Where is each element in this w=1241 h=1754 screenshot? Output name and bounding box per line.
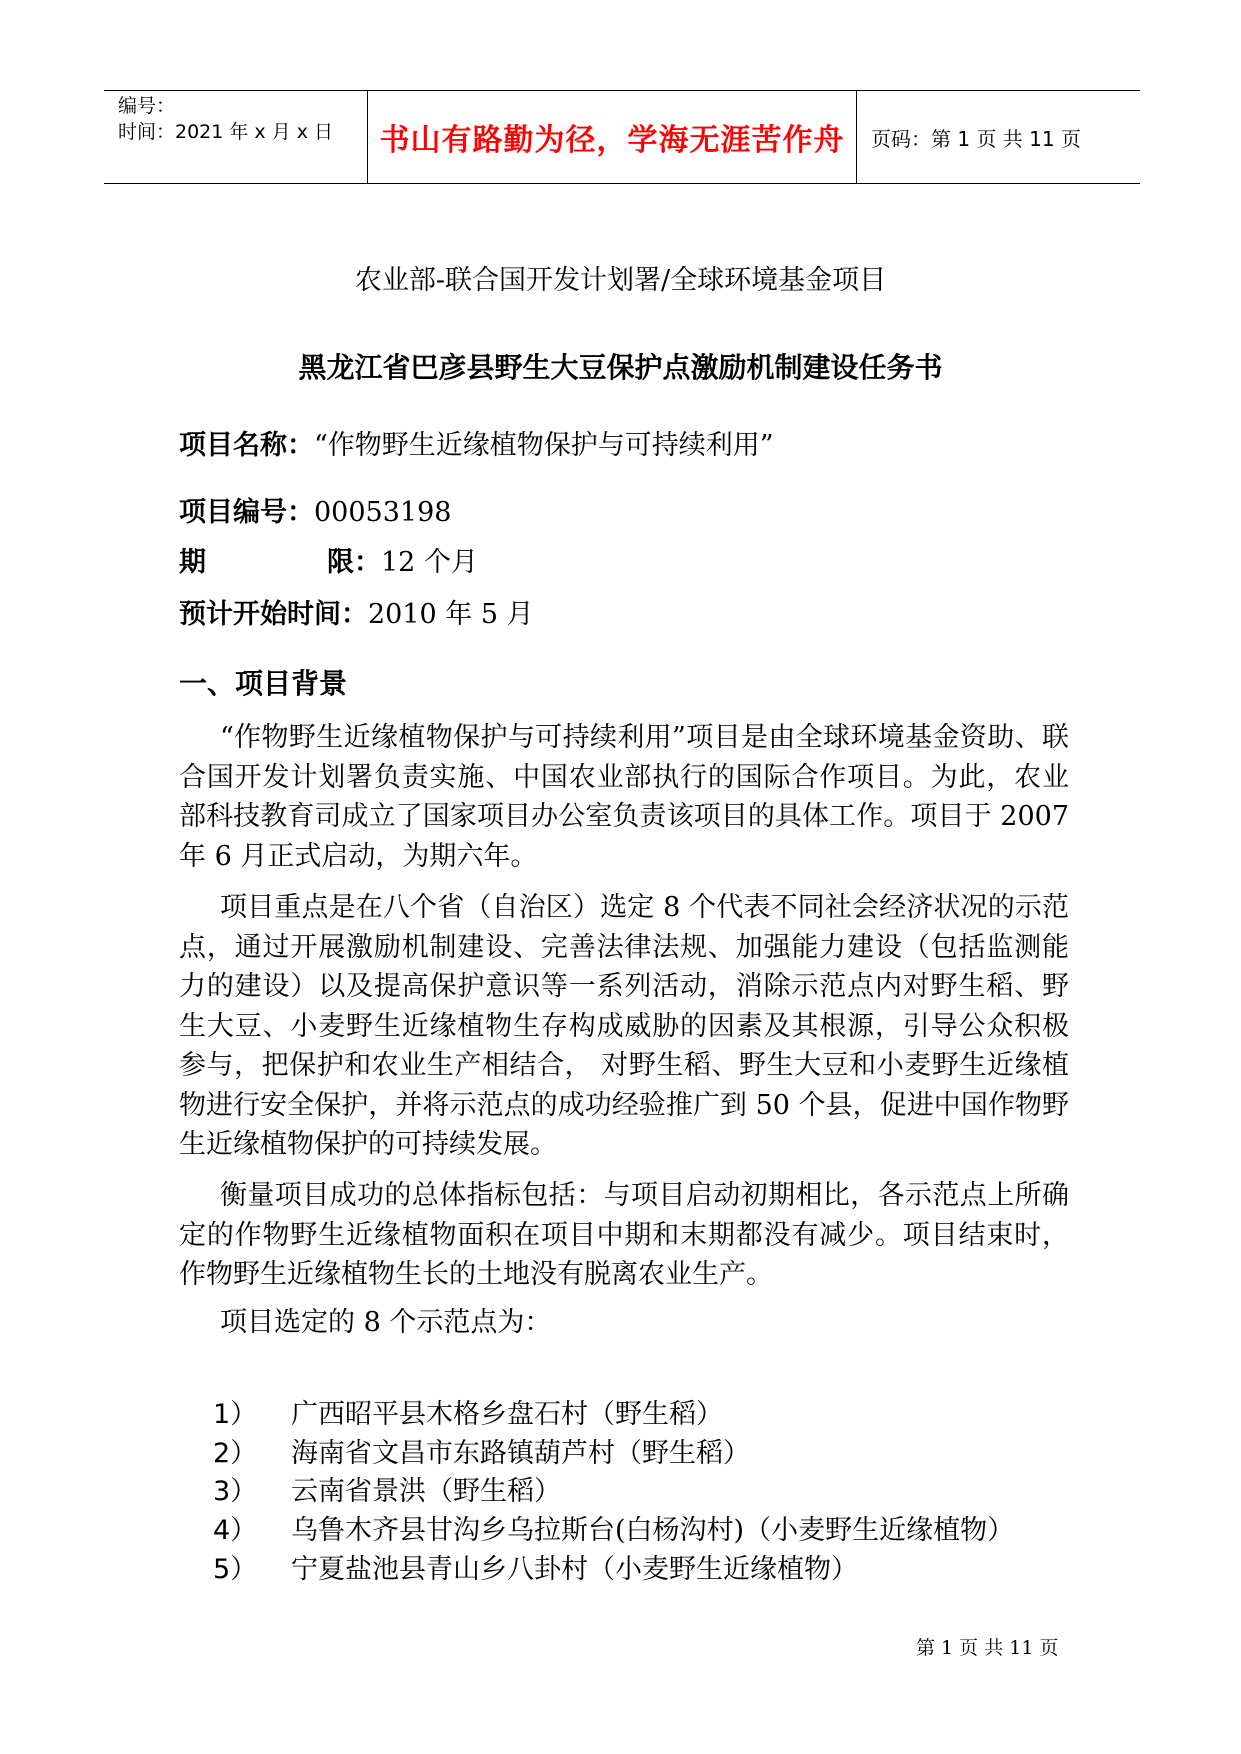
list-item-text: 乌鲁木齐县甘沟乡乌拉斯台(白杨沟村)（小麦野生近缘植物） [291,1515,1015,1546]
field-start-time [179,592,534,631]
paragraph-intro: “作物野生近缘植物保护与可持续利用”项目是由全球环境基金资助、联合国开发计划署负责实施、中国农业部执行的国际合作项目。为此，农业部科技教育司成立了国家项目办公室负责该项目的具体工作。项目于 2007 年 6 月正式启动，为期六年。 [179,722,1069,872]
section-heading-background: 一、项目背景 [179,667,348,700]
field-project-id-value: 00053198 [314,497,452,528]
list-item [213,1547,858,1586]
header-time-label: 时间：2021 年 x 月 x 日 [118,121,334,143]
list-item-text: 宁夏盐池县青山乡八卦村（小麦野生近缘植物） [291,1554,858,1585]
paragraph-focus: 项目重点是在八个省（自治区）选定 8 个代表不同社会经济状况的示范点，通过开展激励机制建设、完善法律法规、加强能力建设（包括监测能力的建设）以及提高保护意识等一系列活动，消除示范点内对野生稻、野生大豆、小麦野生近缘植物生存构成威胁的因素及其根源，引导公众积极参与，把保护和农业生产相结合， 对野生稻、野生大豆和小麦野生近缘植物进行安全保护，并将示范点的成功经验推广到 50 个县，促进中国作物野生近缘植物保护的可持续发展。 [179,892,1069,1160]
field-project-name-value: “作物野生近缘植物保护与可持续利用” [314,430,774,461]
field-project-id-label: 项目编号： [179,497,314,528]
field-project-name [179,423,774,462]
document-title: 黑龙江省巴彦县野生大豆保护点激励机制建设任务书 [298,351,943,384]
list-item [213,1431,750,1470]
field-start-time-value: 2010 年 5 月 [368,599,534,630]
paragraph-sites-intro: 项目选定的 8 个示范点为： [220,1307,552,1338]
field-start-time-label: 预计开始时间： [179,599,368,630]
list-item-number: 4） [213,1515,258,1546]
field-project-name-label: 项目名称： [179,430,314,461]
list-item [213,1508,1014,1547]
list-item [213,1469,561,1508]
list-item-number: 2） [213,1438,258,1469]
document-subtitle: 农业部-联合国开发计划署/全球环境基金项目 [354,265,887,296]
paragraph-indicators: 衡量项目成功的总体指标包括：与项目启动初期相比，各示范点上所确定的作物野生近缘植物面积在项目中期和末期都没有减少。项目结束时，作物野生近缘植物生长的土地没有脱离农业生产。 [179,1180,1069,1290]
header-number-label: 编号： [118,95,176,117]
field-period-label-b: 限： [327,547,381,578]
header-motto: 书山有路勤为径，学海无涯苦作舟 [379,123,845,158]
list-item-text: 云南省景洪（野生稻） [291,1476,561,1507]
list-item-number: 1） [213,1399,258,1430]
header-page-code: 页码：第 1 页 共 11 页 [871,126,1081,151]
header-motto-cell [368,91,857,183]
header-meta [104,91,368,183]
list-item-number: 3） [213,1476,258,1507]
field-project-id [179,490,451,529]
field-period [179,540,478,579]
header-page-code-cell [857,91,1140,183]
list-item-text: 广西昭平县木格乡盘石村（野生稻） [291,1399,723,1430]
list-item-number: 5） [213,1554,258,1585]
list-item [213,1392,723,1431]
list-item-text: 海南省文昌市东路镇葫芦村（野生稻） [291,1438,750,1469]
page-header [104,90,1140,184]
field-period-label-a: 期 [179,547,206,578]
page-footer: 第 1 页 共 11 页 [916,1637,1059,1659]
field-period-value: 12 个月 [381,547,478,578]
